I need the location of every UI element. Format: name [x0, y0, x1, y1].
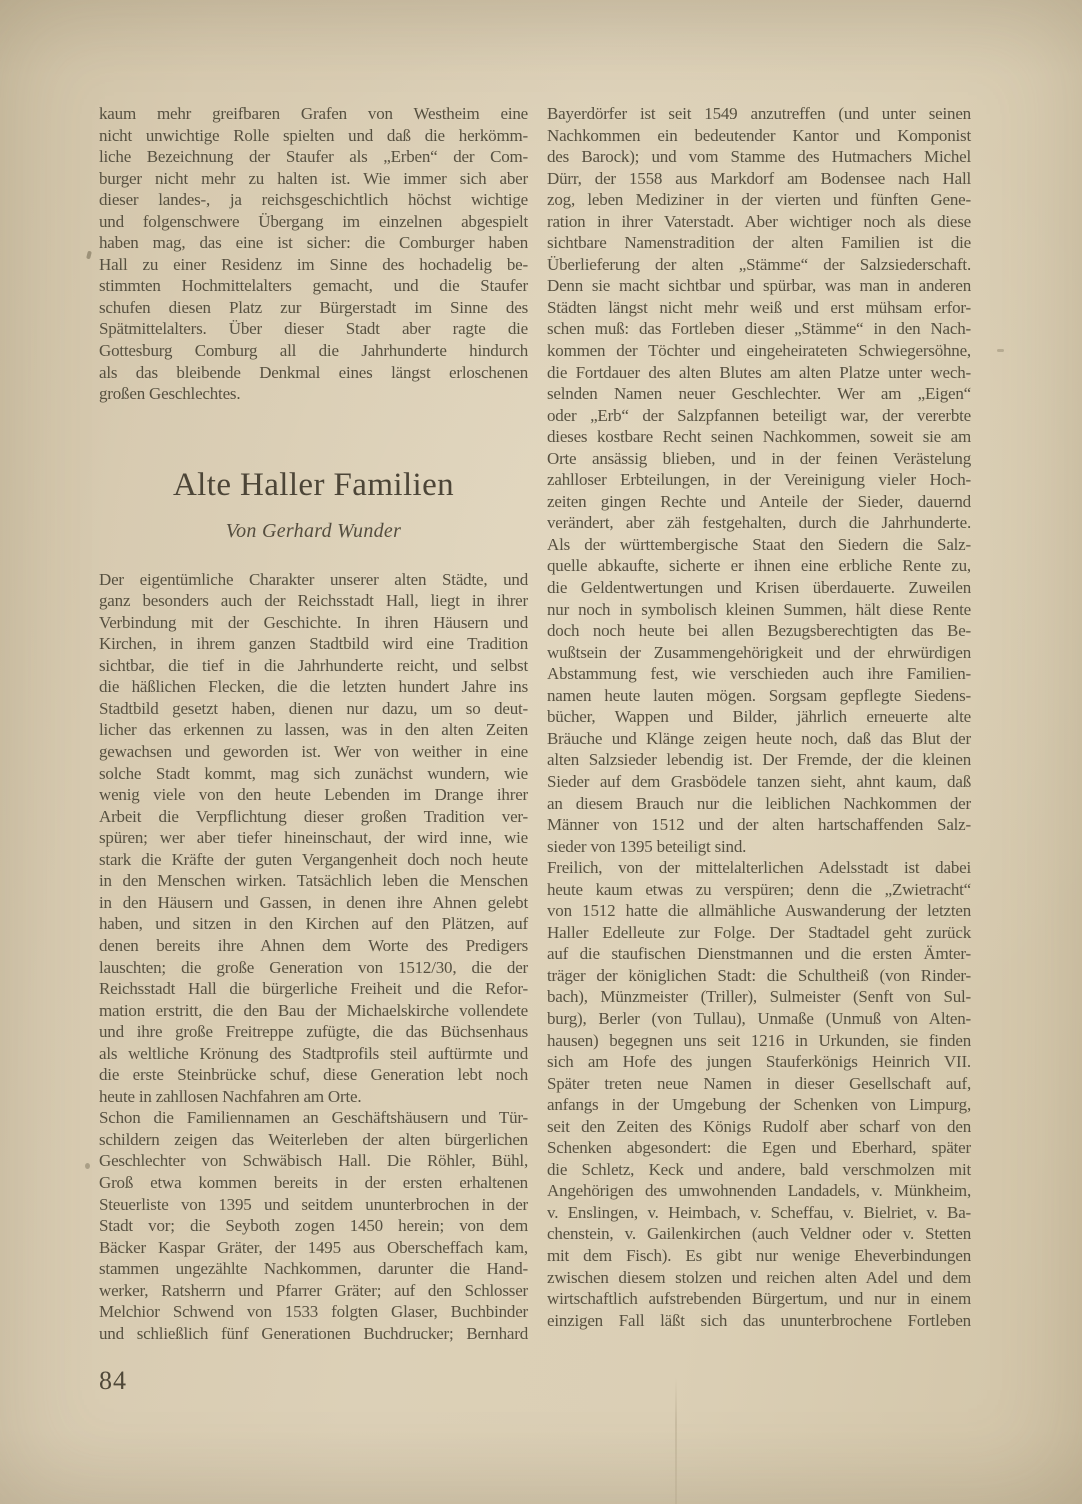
- text-line: Schon die Familiennamen an Geschäftshäusern und Tür-: [99, 1108, 528, 1128]
- text-line: kommen der Töchter und eingeheirateten Schwiegersöhne,: [547, 341, 971, 361]
- text-line: als das bleibende Denkmal eines längst erloschenen: [99, 362, 528, 382]
- text-line: Stadt vor; die Seyboth zogen 1450 herein; von dem: [99, 1216, 528, 1236]
- text-line: oder „Erb“ der Salzpfannen beteiligt war, der vererbte: [547, 405, 971, 425]
- text-line: Männer von 1512 und der alten hartschaffenden Salz-: [547, 815, 971, 835]
- text-line: licher das erkennen zu lassen, was in den alten Zeiten: [99, 720, 528, 740]
- text-line: Melchior Schwend von 1533 folgten Glaser, Buchbinder: [99, 1302, 528, 1322]
- text-line: zwischen diesem stolzen und reichen alten Adel und dem: [547, 1267, 971, 1287]
- text-line: wirtschaftlich aufstrebenden Bürgertum, und nur in einem: [547, 1289, 971, 1309]
- text-line: selnden Namen neuer Geschlechter. Wer am „Eigen“: [547, 384, 971, 404]
- text-line: burg), Berler (von Tullau), Unmaße (Unmuß von Alten-: [547, 1008, 971, 1028]
- text-line: und folgenschwere Übergang im einzelnen abgespielt: [99, 211, 528, 231]
- text-line: sich am Hofe des jungen Stauferkönigs Heinrich VII.: [547, 1052, 971, 1072]
- text-line: Bräuche und Klänge zeigen heute noch, daß das Blut der: [547, 728, 971, 748]
- text-line: Bayerdörfer ist seit 1549 anzutreffen (und unter seinen: [547, 104, 971, 123]
- text-line: Verbindung mit der Geschichte. In ihren Häusern und: [99, 612, 528, 632]
- text-line: die Geldentwertungen und Krisen überdauerte. Zuweilen: [547, 578, 971, 598]
- text-line: zog, leben Mediziner in der vierten und fünften Gene-: [547, 190, 971, 210]
- text-line: zahlloser Erbteilungen, in der Vereinigung vieler Hoch-: [547, 470, 971, 490]
- text-line: schildern zeigen das Weiterleben der alten bürgerlichen: [99, 1129, 528, 1149]
- text-line: die Fortdauer des alten Blutes am alten Platze unter wech-: [547, 362, 971, 382]
- text-line: Groß etwa kommen bereits in der ersten erhaltenen: [99, 1172, 528, 1192]
- text-line: Freilich, von der mittelalterlichen Adelsstadt ist dabei: [547, 858, 971, 878]
- paragraph-nobility: [547, 857, 971, 1331]
- text-line: Angehörigen des umwohnenden Landadels, v. Münkheim,: [547, 1181, 971, 1201]
- text-line: Der eigentümliche Charakter unserer alten Städte, und: [99, 569, 528, 589]
- text-line: seit den Zeiten des Königs Rudolf aber scharf von den: [547, 1116, 971, 1136]
- text-line: Bäcker Kaspar Gräter, der 1495 aus Oberscheffach kam,: [99, 1237, 528, 1257]
- text-line: chenstein, v. Gailenkirchen (auch Veldner oder v. Stetten: [547, 1224, 971, 1244]
- text-line: des Barock); und vom Stamme des Hutmachers Michel: [547, 147, 971, 167]
- text-line: mit dem Fisch). Es gibt nur wenige Eheverbindungen: [547, 1245, 971, 1265]
- text-line: Steuerliste von 1395 und seitdem ununterbrochen in der: [99, 1194, 528, 1214]
- text-line: und ihre große Freitreppe zufügte, die das Büchsenhaus: [99, 1022, 528, 1042]
- text-line: Geschlechter von Schwäbisch Hall. Die Röhler, Bühl,: [99, 1151, 528, 1171]
- text-line: Später treten neue Namen in dieser Gesellschaft auf,: [547, 1073, 971, 1093]
- paper-crease: [675, 1378, 677, 1504]
- text-line: Spätmittelalters. Über dieser Stadt aber ragte die: [99, 319, 528, 339]
- text-line: zeiten gingen Rechte und Anteile der Sieder, dauernd: [547, 491, 971, 511]
- text-line: Schenken abgesondert: die Egen und Eberhard, später: [547, 1138, 971, 1158]
- text-line: Reichsstadt Hall die bürgerliche Freiheit und die Refor-: [99, 979, 528, 999]
- text-line: sichtbare Namenstradition der alten Familien ist die: [547, 233, 971, 253]
- text-line: Nachkommen ein bedeutender Kantor und Komponist: [547, 125, 971, 145]
- text-line: alten Salzsieder lebendig ist. Der Fremde, der die kleinen: [547, 750, 971, 770]
- text-line: großen Geschlechtes.: [99, 384, 241, 404]
- text-line: von 1512 hatte die allmähliche Auswanderung der letzten: [547, 901, 971, 921]
- text-line: träger der königlichen Stadt: die Schultheiß (von Rinder-: [547, 965, 971, 985]
- text-line: nicht unwichtige Rolle spielten und daß die herkömm-: [99, 125, 528, 145]
- text-line: hausen) begegnen uns seit 1216 in Urkunden, sie finden: [547, 1030, 971, 1050]
- text-line: dieses kostbare Recht seinen Nachkommen, soweit sie am: [547, 427, 971, 447]
- text-line: wenig viele von den heute Lebenden im Drange ihrer: [99, 785, 528, 805]
- text-line: Denn sie macht sichtbar und spürbar, was man in anderen: [547, 276, 971, 296]
- text-line: namen heute lauten mögen. Sorgsam gepflegte Siedens-: [547, 685, 971, 705]
- text-line: spüren; wer aber tiefer hineinschaut, der wird inne, wie: [99, 828, 528, 848]
- left-column: [99, 103, 528, 1344]
- paper-speck: [85, 1163, 90, 1169]
- text-line: sichtbar, die tief in die Jahrhunderte reicht, und selbst: [99, 655, 528, 675]
- text-line: dieser landes-, ja reichsgeschichtlich höchst wichtige: [99, 190, 528, 210]
- text-line: verändert, aber zäh festgehalten, durch die Jahrhunderte.: [547, 513, 971, 533]
- text-line: gewachsen und geworden ist. Wer von weither in eine: [99, 742, 528, 762]
- text-line: in den Menschen wirken. Tatsächlich leben die Menschen: [99, 871, 528, 891]
- text-line: auf die staufischen Dienstmannen und die ersten Ämter-: [547, 944, 971, 964]
- text-line: bücher, Wappen und Bilder, jährlich erneuerte alte: [547, 707, 971, 727]
- text-line: Arbeit die Verpflichtung dieser großen Tradition ver-: [99, 806, 528, 826]
- text-line: Gottesburg Comburg all die Jahrhunderte hindurch: [99, 341, 528, 361]
- text-line: die erste Steinbrücke schuf, diese Generation lebt noch: [99, 1065, 528, 1085]
- text-line: solche Stadt kommt, mag sich zunächst wundern, wie: [99, 763, 528, 783]
- text-line: v. Enslingen, v. Heimbach, v. Scheffau, v. Bielriet, v. Ba-: [547, 1202, 971, 1222]
- text-line: schen muß: das Fortleben dieser „Stämme“ in den Nach-: [547, 319, 971, 339]
- text-line: heute in zahllosen Nachfahren am Orte.: [99, 1086, 362, 1106]
- article-title: Alte Haller Familien: [172, 466, 455, 503]
- article-byline: Von Gerhard Wunder: [225, 519, 402, 542]
- text-line: stammen ungezählte Nachkommen, darunter die Hand-: [99, 1259, 528, 1279]
- right-column: [547, 103, 971, 1331]
- text-line: stark die Kräfte der guten Vergangenheit doch noch heute: [99, 849, 528, 869]
- text-line: Kirchen, in ihrem ganzen Stadtbild wird eine Tradition: [99, 634, 528, 654]
- text-line: wußtsein der Zusammengehörigkeit und der ehrwürdigen: [547, 642, 971, 662]
- text-line: ration in ihrer Vaterstadt. Aber wichtiger noch als diese: [547, 211, 971, 231]
- text-line: die Schletz, Keck und andere, bald verschmolzen mit: [547, 1159, 971, 1179]
- text-line: denen bereits ihre Ahnen dem Worte des Predigers: [99, 935, 528, 955]
- text-line: einzigen Fall läßt sich das ununterbrochene Fortleben: [547, 1310, 971, 1330]
- text-line: anfangs in der Umgebung der Schenken von Limpurg,: [547, 1095, 971, 1115]
- text-line: Orte ansässig blieben, und in der feinen Verästelung: [547, 448, 971, 468]
- text-line: Abstammung fest, wie verschieden auch ihre Familien-: [547, 664, 971, 684]
- text-line: und schließlich fünf Generationen Buchdrucker; Bernhard: [99, 1323, 528, 1343]
- text-line: stimmten Hochmittelalters gemacht, und die Staufer: [99, 276, 528, 296]
- paragraph-salt-boilers: [547, 103, 971, 857]
- text-line: mation erstritt, die den Bau der Michaelskirche vollendete: [99, 1000, 528, 1020]
- paragraph-family-names: [99, 1107, 528, 1344]
- text-line: burger nicht mehr zu halten ist. Wie immer sich aber: [99, 168, 528, 188]
- text-line: Stadtbild gesetzt haben, dienen nur dazu, um so deut-: [99, 698, 528, 718]
- text-line: werker, Ratsherrn und Pfarrer Gräter; auf den Schlosser: [99, 1280, 528, 1300]
- text-line: lauschten; die große Generation von 1512/30, die der: [99, 957, 528, 977]
- text-line: quelle abkaufte, sicherte er ihnen eine erbliche Rente zu,: [547, 556, 971, 576]
- text-line: Sieder auf dem Grasbödele tanzen sieht, ahnt kaum, daß: [547, 771, 971, 791]
- text-line: bach), Münzmeister (Triller), Sulmeister (Senft von Sul-: [547, 987, 971, 1007]
- text-line: in den Häusern und Gassen, in denen ihre Ahnen gelebt: [99, 892, 528, 912]
- text-line: die häßlichen Flecken, die die letzten hundert Jahre ins: [99, 677, 528, 697]
- text-line: nur noch in symbolisch kleinen Summen, hält diese Rente: [547, 599, 971, 619]
- text-line: schufen diesen Platz zur Bürgerstadt im Sinne des: [99, 297, 528, 317]
- paper-speck: [997, 349, 1004, 352]
- text-line: Städten längst nicht mehr weiß und erst mühsam erfor-: [547, 297, 971, 317]
- text-line: ganz besonders auch der Reichsstadt Hall, liegt in ihrer: [99, 591, 528, 611]
- text-line: Dürr, der 1558 aus Markdorf am Bodensee nach Hall: [547, 168, 971, 188]
- text-line: doch noch heute bei allen Bezugsberechtigten das Be-: [547, 621, 971, 641]
- text-line: als weltliche Krönung des Stadtprofils steil auftürmte und: [99, 1043, 528, 1063]
- text-line: Überlieferung der alten „Stämme“ der Salzsiederschaft.: [547, 254, 971, 274]
- text-line: haben, und sitzen in den Kirchen auf den Plätzen, auf: [99, 914, 528, 934]
- text-line: Hall zu einer Residenz im Sinne des hochadelig be-: [99, 254, 528, 274]
- text-line: sieder von 1395 beteiligt sind.: [547, 836, 747, 856]
- text-line: an diesem Brauch nur die leiblichen Nachkommen der: [547, 793, 971, 813]
- paragraph-continuation: [99, 103, 528, 405]
- text-line: Als der württembergische Staat den Siedern die Salz-: [547, 534, 971, 554]
- text-line: haben mag, das eine ist sicher: die Comburger haben: [99, 233, 528, 253]
- text-line: heute kaum etwas zu verspüren; denn die „Zwietracht“: [547, 879, 971, 899]
- paper-speck: [86, 251, 92, 260]
- page-number: 84: [99, 1366, 127, 1395]
- text-line: kaum mehr greifbaren Grafen von Westheim eine: [99, 104, 528, 123]
- text-line: liche Bezeichnung der Staufer als „Erben“ der Com-: [99, 147, 528, 167]
- paragraph-intro: [99, 569, 528, 1108]
- text-line: Haller Edelleute zur Folge. Der Stadtadel geht zurück: [547, 922, 971, 942]
